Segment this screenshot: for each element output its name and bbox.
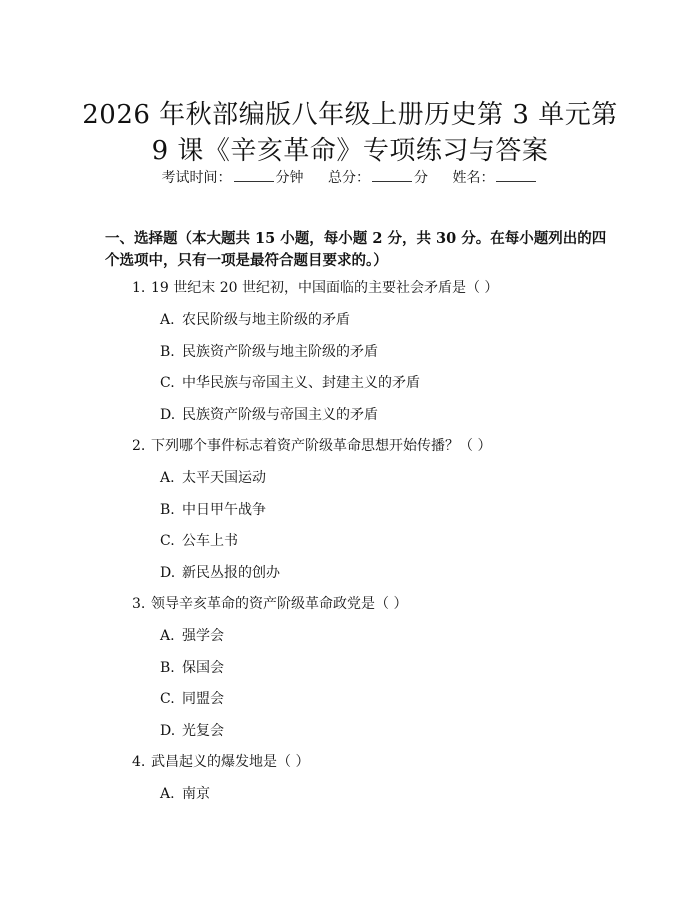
question-text: 下列哪个事件标志着资产阶级革命思想开始传播？（ ） xyxy=(151,438,492,454)
exam-time-blank xyxy=(234,169,274,182)
section-header: 一、选择题（本大题共 15 小题，每小题 2 分，共 30 分。在每小题列出的四个选项中，只有一项是最符合题目要求的。） xyxy=(105,230,607,269)
answer-option xyxy=(0,563,700,595)
option-letter: D. xyxy=(160,564,176,581)
answer-option xyxy=(0,626,700,658)
answer-option xyxy=(0,342,700,374)
question-number: 2. xyxy=(132,438,146,454)
option-text: 强学会 xyxy=(182,628,224,644)
total-score-blank xyxy=(372,169,412,182)
option-text: 中华民族与帝国主义、封建主义的矛盾 xyxy=(182,375,420,391)
answer-option xyxy=(0,468,700,500)
option-text: 民族资产阶级与地主阶级的矛盾 xyxy=(182,343,378,360)
option-text: 公车上书 xyxy=(182,533,238,549)
option-text: 新民丛报的创办 xyxy=(182,564,280,581)
title-line-2: 9 课《辛亥革命》专项练习与答案 xyxy=(151,136,549,167)
option-letter: B. xyxy=(160,659,175,676)
option-letter: A. xyxy=(160,786,175,802)
answer-option xyxy=(0,373,700,405)
option-letter: A. xyxy=(160,628,175,644)
question-stem xyxy=(0,752,700,784)
option-text: 光复会 xyxy=(182,722,224,739)
option-text: 保国会 xyxy=(182,659,224,676)
answer-option xyxy=(0,531,700,563)
option-letter: B. xyxy=(160,501,175,518)
answer-option xyxy=(0,689,700,721)
question-stem xyxy=(0,278,700,310)
student-name-blank xyxy=(496,169,536,182)
option-letter: D. xyxy=(160,722,176,739)
question-stem xyxy=(0,594,700,626)
option-text: 同盟会 xyxy=(182,691,224,707)
question-text: 19 世纪末 20 世纪初，中国面临的主要社会矛盾是（ ） xyxy=(151,280,499,296)
option-letter: A. xyxy=(160,470,175,486)
answer-option xyxy=(0,784,700,816)
answer-option xyxy=(0,310,700,342)
question-list xyxy=(0,278,700,816)
option-text: 太平天国运动 xyxy=(182,470,266,486)
option-letter: C. xyxy=(160,533,175,549)
exam-info-row xyxy=(0,168,700,188)
option-letter: A. xyxy=(160,312,175,328)
option-letter: C. xyxy=(160,375,175,391)
answer-option xyxy=(0,500,700,532)
question-text: 武昌起义的爆发地是（ ） xyxy=(151,754,310,770)
question-number: 3. xyxy=(132,596,146,612)
option-text: 中日甲午战争 xyxy=(182,501,266,518)
option-text: 南京 xyxy=(182,786,210,802)
question-text: 领导辛亥革命的资产阶级革命政党是（ ） xyxy=(151,596,408,612)
question-number: 4. xyxy=(132,754,146,770)
student-name-field xyxy=(452,170,538,186)
option-text: 民族资产阶级与帝国主义的矛盾 xyxy=(182,406,378,423)
answer-option xyxy=(0,658,700,690)
option-letter: C. xyxy=(160,691,175,707)
question-number: 1. xyxy=(132,280,146,296)
total-score-field xyxy=(328,170,432,186)
question-stem xyxy=(0,436,700,468)
option-text: 农民阶级与地主阶级的矛盾 xyxy=(182,312,350,328)
total-score-label: 总分： xyxy=(328,170,370,186)
exam-time-label: 考试时间： xyxy=(161,170,232,186)
exam-time-unit: 分钟 xyxy=(275,170,304,186)
answer-option xyxy=(0,721,700,753)
answer-option xyxy=(0,405,700,437)
total-score-unit: 分 xyxy=(414,170,428,186)
option-letter: D. xyxy=(160,406,176,423)
exam-time-field xyxy=(162,170,308,186)
option-letter: B. xyxy=(160,343,175,360)
student-name-label: 姓名： xyxy=(452,170,495,186)
page-title xyxy=(40,97,660,169)
title-line-1: 2026 年秋部编版八年级上册历史第 3 单元第 xyxy=(82,100,618,131)
